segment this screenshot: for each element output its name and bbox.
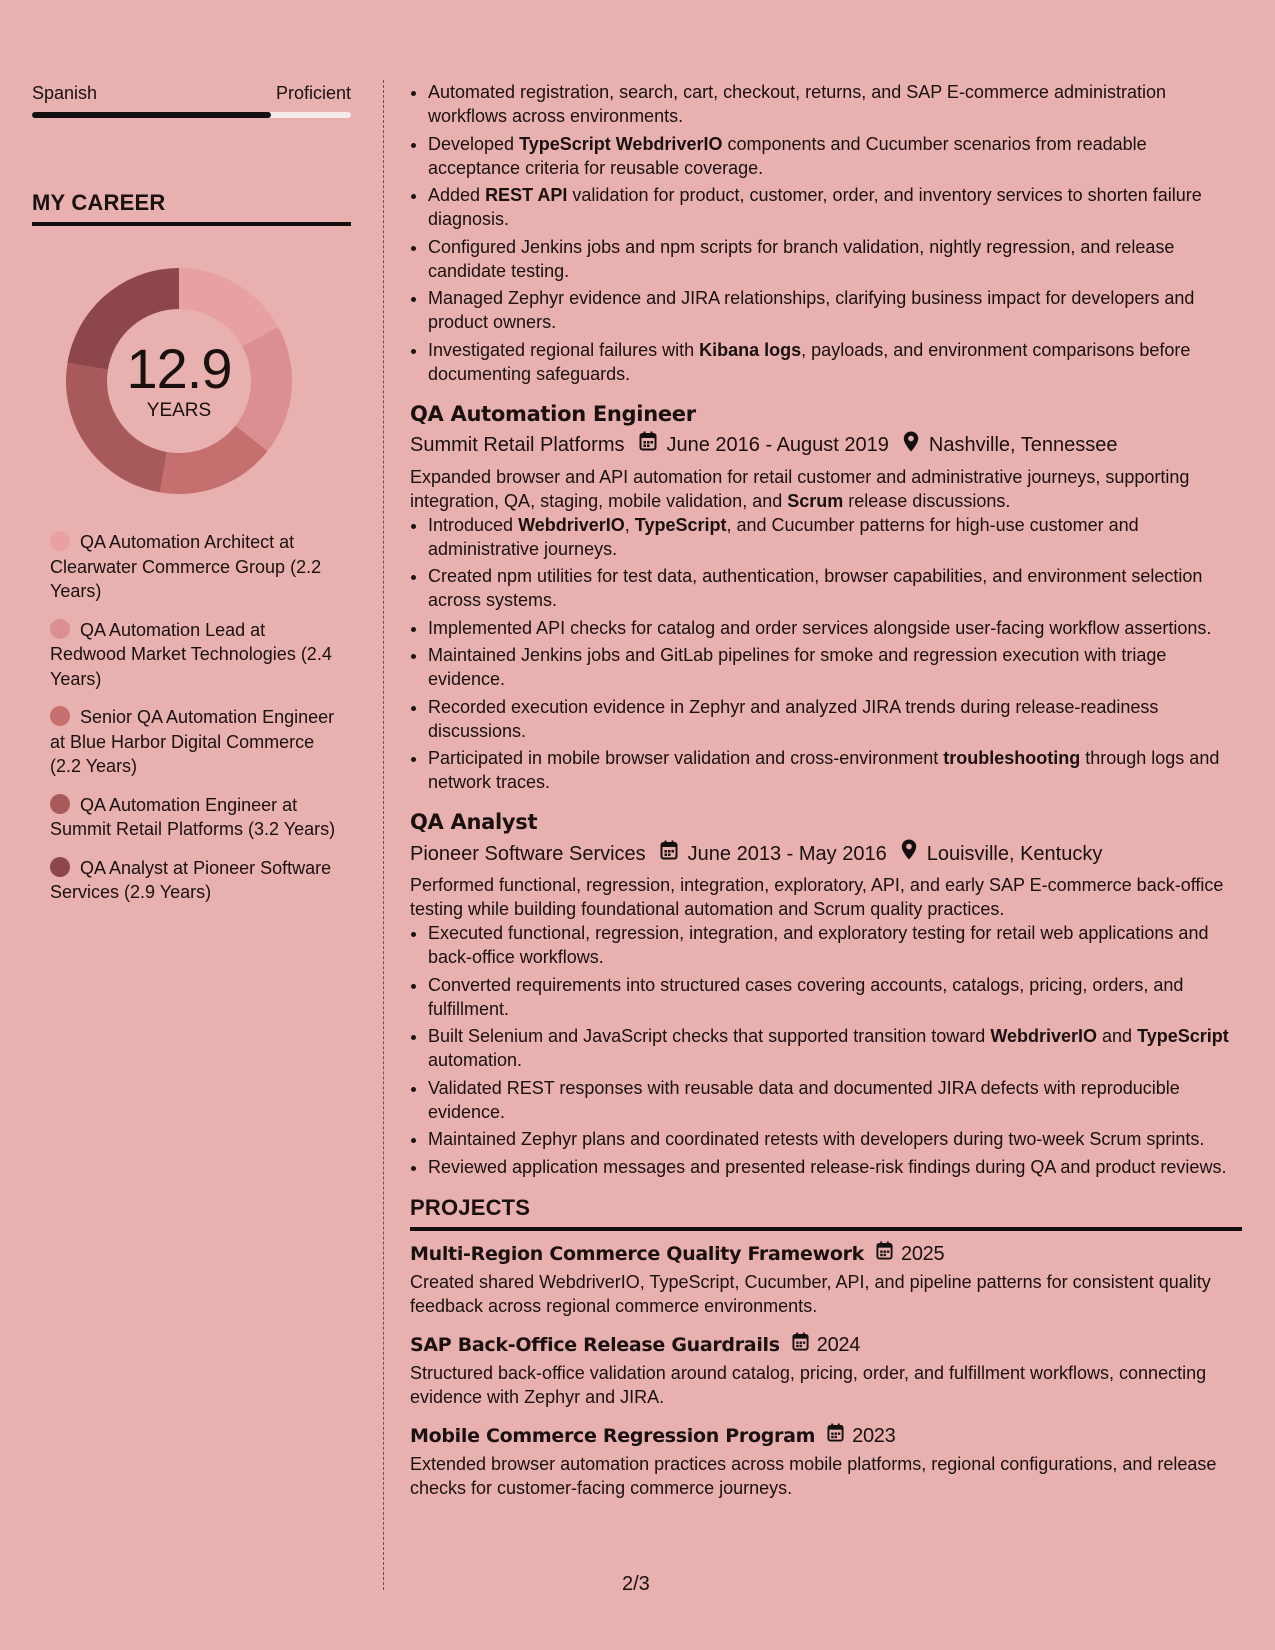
text-run: Automated registration, search, cart, checkout, returns, and SAP E-commerce administration workflows across environments. [428,82,1166,126]
project-year: 2023 [852,1424,896,1447]
text-run: release discussions. [843,490,1011,511]
text-run: Developed [428,133,520,154]
text-run: Reviewed application messages and presented release-risk findings during QA and product reviews. [428,1156,1227,1177]
legend-item [50,705,340,779]
job-title: QA Analyst [410,810,538,834]
text-run: through logs and network traces. [428,748,1220,792]
bullet-item [428,564,1242,612]
text-run: Created npm utilities for test data, authentication, browser capabilities, and environment selection across systems. [428,566,1203,610]
bullet-item [428,513,1242,561]
text-run: Investigated regional failures with [428,339,700,360]
bullet-item [428,973,1242,1021]
bullet-item [428,1155,1242,1179]
career-total-value: 12.9 [126,337,232,400]
text-run: Maintained Zephyr plans and coordinated retests with developers during two-week Scrum sprints. [428,1129,1205,1149]
project-name: SAP Back-Office Release Guardrails [410,1333,780,1356]
legend-item [50,618,340,692]
career-donut-chart [64,266,294,496]
job-bullets [410,921,1242,1179]
language-proficiency-bar [32,112,351,118]
project-year: 2024 [816,1333,861,1356]
project-name: Mobile Commerce Regression Program [410,1424,816,1447]
job-title: QA Automation Engineer [410,401,696,426]
project-name: Multi-Region Commerce Quality Framework [410,1242,865,1265]
map-pin-icon [901,839,917,868]
project-entry [410,1423,1242,1500]
sidebar [32,82,351,919]
job-dates: June 2016 - August 2019 [666,434,889,456]
projects-list [410,1241,1242,1500]
text-run: Validated REST responses with reusable data and documented JIRA defects with reproducible evidence. [428,1077,1180,1122]
job-dates: June 2013 - May 2016 [687,842,887,865]
legend-item [50,793,340,842]
text-run: , [624,514,635,535]
text-run: Managed Zephyr evidence and JIRA relationships, clarifying business impact for developers and product owners. [428,288,1195,332]
bullet-item [428,132,1242,180]
job-entry [410,400,1242,795]
emphasis-text: TypeScript [634,514,727,535]
language-row [32,82,351,104]
text-run: , payloads, and environment comparisons before documenting safeguards. [428,339,1191,384]
project-entry [410,1332,1242,1409]
text-run: , and Cucumber patterns for high-use customer and administrative journeys. [428,514,1139,559]
legend-label: QA Analyst at Pioneer Software Services (2.9 Years) [50,857,332,902]
bullet-item [428,1076,1242,1124]
page-number: 2/3 [622,1573,650,1595]
job-location: Louisville, Kentucky [926,842,1103,865]
donut-center [64,266,294,496]
emphasis-text: troubleshooting [943,748,1081,768]
text-run: Converted requirements into structured cases covering accounts, catalogs, pricing, orders, and fulfillment. [428,974,1184,1019]
emphasis-text: WebdriverIO [990,1026,1098,1046]
text-run: and [1097,1026,1138,1046]
bullet-item [428,80,1242,128]
job-bullets [410,513,1242,795]
project-header [410,1423,1242,1449]
project-description: Created shared WebdriverIO, TypeScript, Cucumber, API, and pipeline patterns for consistent quality feedback across regional commerce environments. [410,1271,1211,1316]
career-legend [50,530,340,905]
bullet-item [428,1127,1242,1151]
bullet-item [428,338,1242,386]
job-summary [410,873,1242,921]
text-run: Introduced [428,514,519,535]
text-run: Implemented API checks for catalog and order services alongside user-facing workflow assertions. [428,617,1212,638]
calendar-icon [660,840,678,868]
bullet-item [428,235,1242,283]
legend-item [50,530,340,604]
bullet-item [428,746,1242,794]
text-run: validation for product, customer, order, and inventory services to shorten failure diagnosis. [428,185,1202,229]
language-name: Spanish [32,83,98,103]
emphasis-text: REST API [485,185,568,205]
language-level: Proficient [275,83,351,103]
text-run: automation. [428,1050,523,1070]
text-run: Performed functional, regression, integration, exploratory, API, and early SAP E-commerce back-office testing while building foundational automation and Scrum quality practices. [410,875,1224,919]
job-location: Nashville, Tennessee [928,434,1118,456]
calendar-icon [792,1332,809,1358]
legend-swatch [50,857,70,877]
job-company: Pioneer Software Services [410,842,646,865]
previous-job-bullets [410,80,1242,386]
projects-section-title: PROJECTS [410,1195,1242,1231]
legend-label: QA Automation Architect at Clearwater Commerce Group (2.2 Years) [50,532,322,601]
emphasis-text: TypeScript [1137,1026,1229,1046]
language-proficiency-fill [32,112,271,118]
text-run: Built Selenium and JavaScript checks that supported transition toward [428,1026,991,1046]
project-entry [410,1241,1242,1318]
emphasis-text: TypeScript WebdriverIO [519,133,723,154]
emphasis-text: Scrum [787,490,844,511]
text-run: Expanded browser and API automation for retail customer and administrative journeys, supporting integration, QA, staging, mobile validation, and [410,466,1190,511]
job-company: Summit Retail Platforms [410,434,625,456]
bullet-item [428,1024,1242,1072]
legend-swatch [50,794,70,814]
text-run: Executed functional, regression, integration, and exploratory testing for retail web applications and back-office workflows. [428,923,1209,967]
calendar-icon [876,1241,893,1267]
job-meta [410,839,1242,868]
legend-swatch [50,706,70,726]
map-pin-icon [903,431,919,460]
text-run: Added [428,185,486,205]
legend-label: Senior QA Automation Engineer at Blue Harbor Digital Commerce (2.2 Years) [50,707,335,776]
job-entry [410,808,1242,1179]
bullet-item [428,616,1242,640]
legend-swatch [50,619,70,639]
calendar-icon [827,1423,844,1449]
legend-item [50,856,340,905]
emphasis-text: Kibana logs [699,339,802,360]
column-divider [383,80,384,1590]
text-run: Participated in mobile browser validation and cross-environment [428,748,944,768]
legend-label: QA Automation Lead at Redwood Market Technologies (2.4 Years) [50,619,332,689]
text-run: Recorded execution evidence in Zephyr and analyzed JIRA trends during release-readiness discussions. [428,696,1159,741]
project-description: Extended browser automation practices across mobile platforms, regional configurations, and release checks for customer-facing commerce journeys. [410,1453,1217,1498]
text-run: Maintained Jenkins jobs and GitLab pipelines for smoke and regression execution with triage evidence. [428,645,1167,689]
legend-swatch [50,531,70,551]
project-header [410,1332,1242,1358]
project-description: Structured back-office validation around catalog, pricing, order, and fulfillment workflows, connecting evidence with Zephyr and JIRA. [410,1362,1207,1407]
career-total-unit: YEARS [146,400,212,421]
emphasis-text: WebdriverIO [518,514,625,535]
calendar-icon [639,431,657,459]
career-section-title: MY CAREER [32,190,351,226]
bullet-item [428,643,1242,691]
project-year: 2025 [901,1242,945,1265]
job-summary [410,465,1242,513]
bullet-item [428,286,1242,334]
main-column [410,80,1242,1500]
text-run: components and Cucumber scenarios from readable acceptance criteria for reusable coverage. [428,133,1147,178]
bullet-item [428,183,1242,231]
job-meta [410,431,1242,460]
bullet-item [428,921,1242,969]
project-header [410,1241,1242,1267]
legend-label: QA Automation Engineer at Summit Retail Platforms (3.2 Years) [50,794,336,839]
bullet-item [428,695,1242,743]
text-run: Configured Jenkins jobs and npm scripts for branch validation, nightly regression, and release candidate testing. [428,236,1175,281]
